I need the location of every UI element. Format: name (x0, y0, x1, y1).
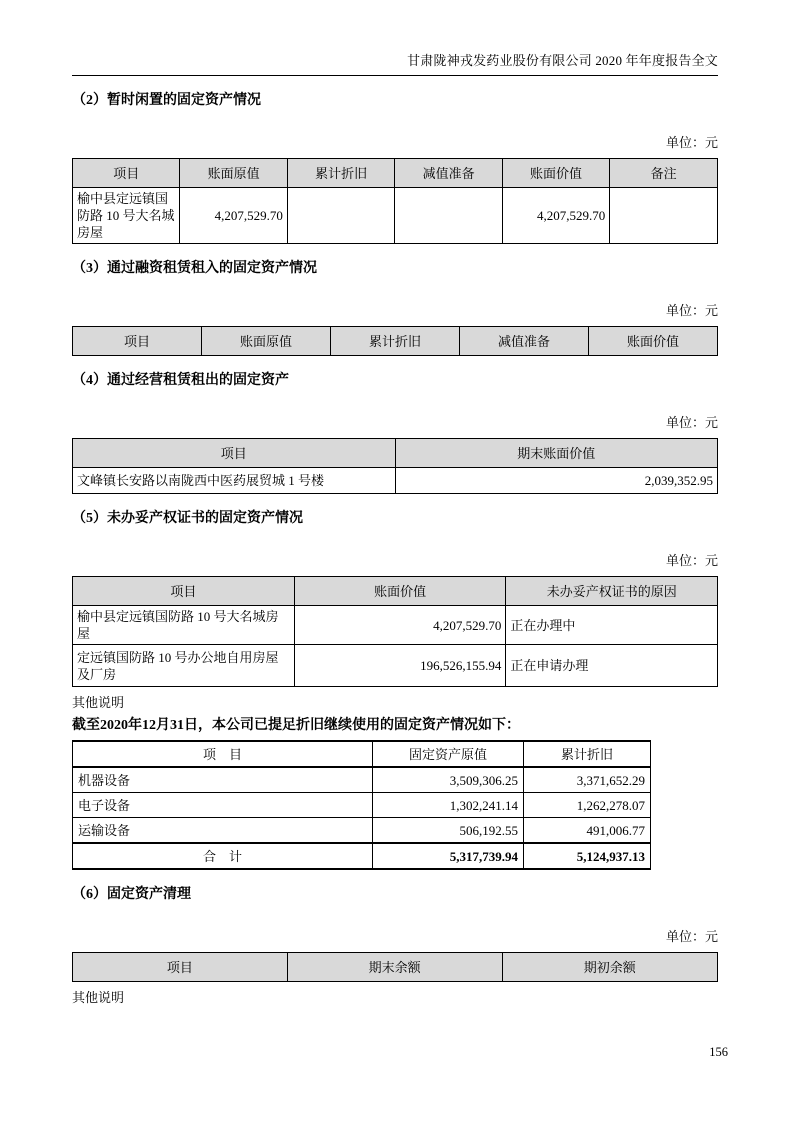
column-header: 期末账面价值 (395, 439, 718, 468)
total-depreciation-cell: 5,124,937.13 (524, 843, 651, 869)
page-number: 156 (709, 1045, 728, 1059)
book-value-cell: 4,207,529.70 (502, 188, 609, 244)
unit-label: 单位：元 (665, 929, 718, 944)
depreciation-cell: 3,371,652.29 (524, 767, 651, 793)
column-header: 未办妥产权证书的原因 (506, 577, 718, 606)
section-4-heading: （4）通过经营租赁租出的固定资产 (72, 373, 289, 388)
column-header: 项 目 (73, 741, 373, 767)
total-original-value-cell: 5,317,739.94 (373, 843, 524, 869)
unit-label: 单位：元 (665, 135, 718, 150)
table-header-row (73, 953, 718, 982)
table-total-row (73, 843, 651, 869)
table-header-row (73, 327, 718, 356)
page-header-title: 甘肃陇神戎发药业股份有限公司 2020 年年度报告全文 (407, 53, 718, 68)
unit-label: 单位：元 (665, 415, 718, 430)
column-header: 账面原值 (202, 327, 331, 356)
table-header-row (73, 577, 718, 606)
table-row (73, 767, 651, 793)
table-row (73, 818, 651, 844)
depreciation-cell (287, 188, 394, 244)
section-5-heading: （5）未办妥产权证书的固定资产情况 (72, 511, 303, 526)
table-row (73, 793, 651, 818)
section-2-heading: （2）暂时闲置的固定资产情况 (72, 93, 261, 108)
original-value-cell: 1,302,241.14 (373, 793, 524, 818)
note-cell (610, 188, 718, 244)
column-header: 期末余额 (287, 953, 502, 982)
column-header: 账面价值 (294, 577, 506, 606)
finance-lease-assets-table (72, 326, 718, 356)
no-certificate-assets-table (72, 576, 718, 687)
item-cell: 榆中县定远镇国防路 10 号大名城房屋 (73, 188, 180, 244)
page-header (72, 52, 718, 76)
table-header-row (73, 439, 718, 468)
original-value-cell: 506,192.55 (373, 818, 524, 844)
section-6-heading: （6）固定资产清理 (72, 887, 191, 902)
operating-lease-assets-table (72, 438, 718, 494)
column-header: 累计折旧 (524, 741, 651, 767)
table-row (73, 468, 718, 494)
column-header: 项目 (73, 953, 288, 982)
column-header: 账面原值 (180, 159, 287, 188)
item-cell: 机器设备 (73, 767, 373, 793)
idle-fixed-assets-table (72, 158, 718, 244)
original-value-cell: 4,207,529.70 (180, 188, 287, 244)
column-header: 项目 (73, 577, 295, 606)
column-header: 项目 (73, 159, 180, 188)
item-cell: 文峰镇长安路以南陇西中医药展贸城 1 号楼 (73, 468, 396, 494)
table-row (73, 645, 718, 687)
depreciation-cell: 1,262,278.07 (524, 793, 651, 818)
fixed-assets-disposal-table (72, 952, 718, 982)
unit-label: 单位：元 (665, 303, 718, 318)
total-label-cell: 合 计 (73, 843, 373, 869)
book-value-cell: 4,207,529.70 (294, 606, 506, 645)
column-header: 项目 (73, 439, 396, 468)
column-header: 账面价值 (502, 159, 609, 188)
column-header: 固定资产原值 (373, 741, 524, 767)
table-header-row (73, 741, 651, 767)
item-cell: 定远镇国防路 10 号办公地自用房屋及厂房 (73, 645, 295, 687)
item-cell: 电子设备 (73, 793, 373, 818)
original-value-cell: 3,509,306.25 (373, 767, 524, 793)
column-header: 备注 (610, 159, 718, 188)
unit-label: 单位：元 (665, 553, 718, 568)
book-value-cell: 196,526,155.94 (294, 645, 506, 687)
column-header: 减值准备 (460, 327, 589, 356)
column-header: 减值准备 (395, 159, 502, 188)
table-row (73, 188, 718, 244)
ending-book-value-cell: 2,039,352.95 (395, 468, 718, 494)
column-header: 账面价值 (589, 327, 718, 356)
item-cell: 榆中县定远镇国防路 10 号大名城房屋 (73, 606, 295, 645)
reason-cell: 正在申请办理 (506, 645, 718, 687)
column-header: 累计折旧 (331, 327, 460, 356)
depreciation-cell: 491,006.77 (524, 818, 651, 844)
impairment-cell (395, 188, 502, 244)
column-header: 项目 (73, 327, 202, 356)
table-row (73, 606, 718, 645)
other-notes-label: 其他说明 (72, 990, 125, 1005)
section-3-heading: （3）通过融资租赁租入的固定资产情况 (72, 261, 317, 276)
other-notes-label: 其他说明 (72, 695, 125, 710)
fully-depreciated-assets-table (72, 740, 651, 870)
column-header: 累计折旧 (287, 159, 394, 188)
reason-cell: 正在办理中 (506, 606, 718, 645)
item-cell: 运输设备 (73, 818, 373, 844)
table-header-row (73, 159, 718, 188)
column-header: 期初余额 (502, 953, 717, 982)
fully-depreciated-note: 截至2020年12月31日，本公司已提足折旧继续使用的固定资产情况如下： (72, 718, 520, 733)
